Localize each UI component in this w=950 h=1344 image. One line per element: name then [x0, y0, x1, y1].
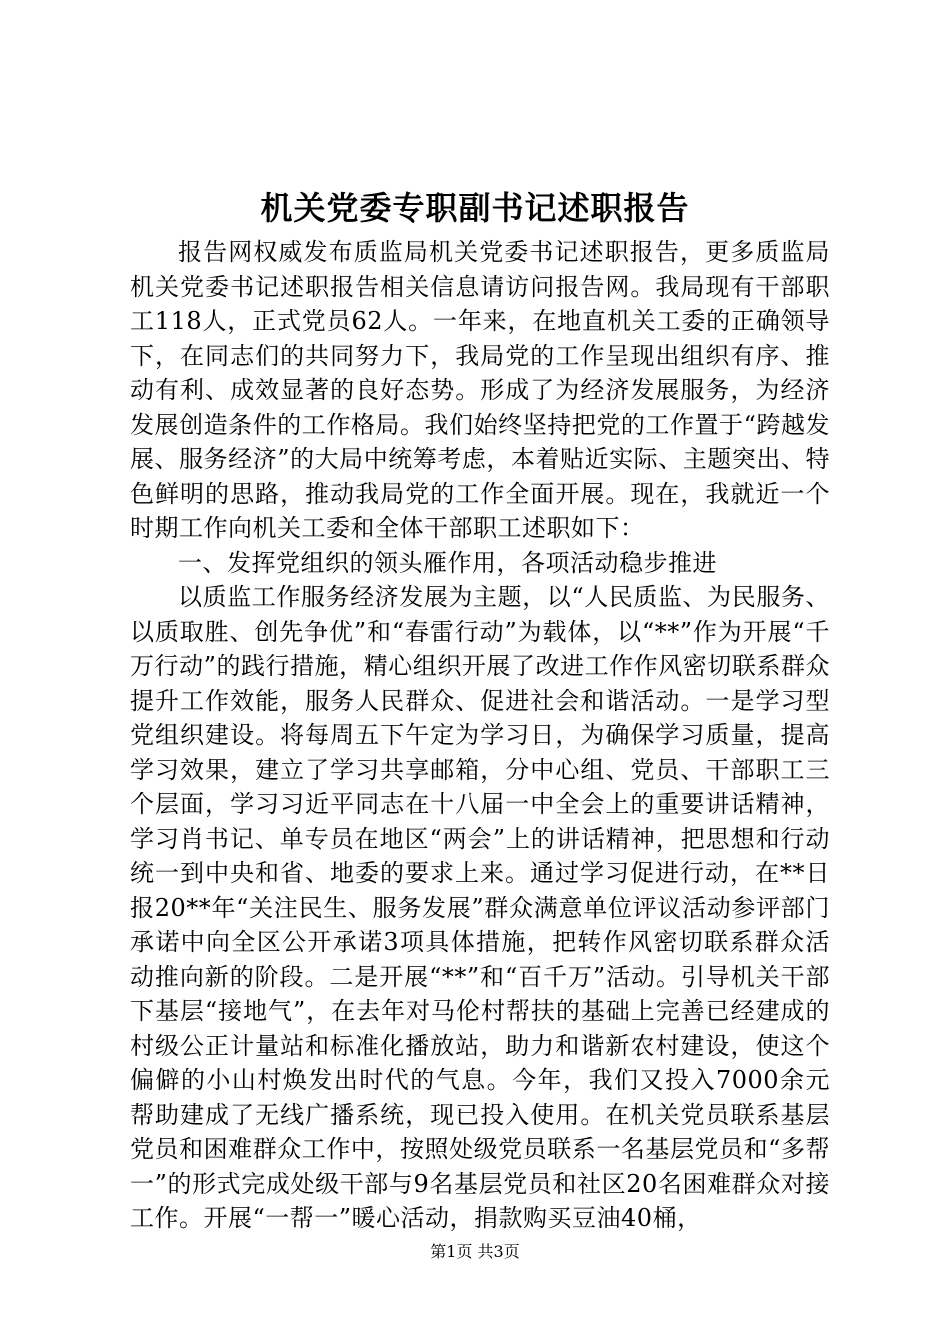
document-body — [130, 235, 830, 1236]
page-footer: 第1页 共3页 — [430, 1242, 520, 1261]
paragraph-intro: 报告网权威发布质监局机关党委书记述职报告，更多质监局机关党委书记述职报告相关信息请访问报告网。我局现有干部职工118人，正式党员62人。一年来，在地直机关工委的正确领导下，在同志们的共同努力下，我局党的工作呈现出组织有序、推动有利、成效显著的良好态势。形成了为经济发展服务，为经济发展创造条件的工作格局。我们始终坚持把党的工作置于“跨越发展、服务经济”的大局中统筹考虑，本着贴近实际、主题突出、特色鲜明的思路，推动我局党的工作全面开展。现在，我就近一个时期工作向机关工委和全体干部职工述职如下： — [130, 238, 830, 542]
document-title: 机关党委专职副书记述职报告 — [260, 189, 690, 227]
section-heading: 一、发挥党组织的领头雁作用，各项活动稳步推进 — [178, 548, 717, 577]
paragraph-section-1: 以质监工作服务经济发展为主题，以“人民质监、为民服务、以质取胜、创先争优”和“春雷行动”为载体，以“**”作为开展“千万行动”的践行措施，精心组织开展了改进工作作风密切联系群众提升工作效能，服务人民群众、促进社会和谐活动。一是学习型党组织建设。将每周五下午定为学习日，为确保学习质量，提高学习效果，建立了学习共享邮箱，分中心组、党员、干部职工三个层面，学习习近平同志在十八届一中全会上的重要讲话精神，学习肖书记、单专员在地区“两会”上的讲话精神，把思想和行动统一到中央和省、地委的要求上来。通过学习促进行动，在**日报20**年“关注民生、服务发展”群众满意单位评议活动参评部门承诺中向全区公开承诺3项具体措施，把转作风密切联系群众活动推向新的阶段。二是开展“**”和“百千万”活动。引导机关干部下基层“接地气”，在去年对马伦村帮扶的基础上完善已经建成的村级公正计量站和标准化播放站，助力和谐新农村建设，使这个偏僻的小山村焕发出时代的气息。今年，我们又投入7000余元帮助建成了无线广播系统，现已投入使用。在机关党员联系基层党员和困难群众工作中，按照处级党员联系一名基层党员和“多帮一”的形式完成处级干部与9名基层党员和社区20名困难群众对接工作。开展“一帮一”暖心活动，捐款购买豆油40桶， — [130, 583, 830, 1232]
